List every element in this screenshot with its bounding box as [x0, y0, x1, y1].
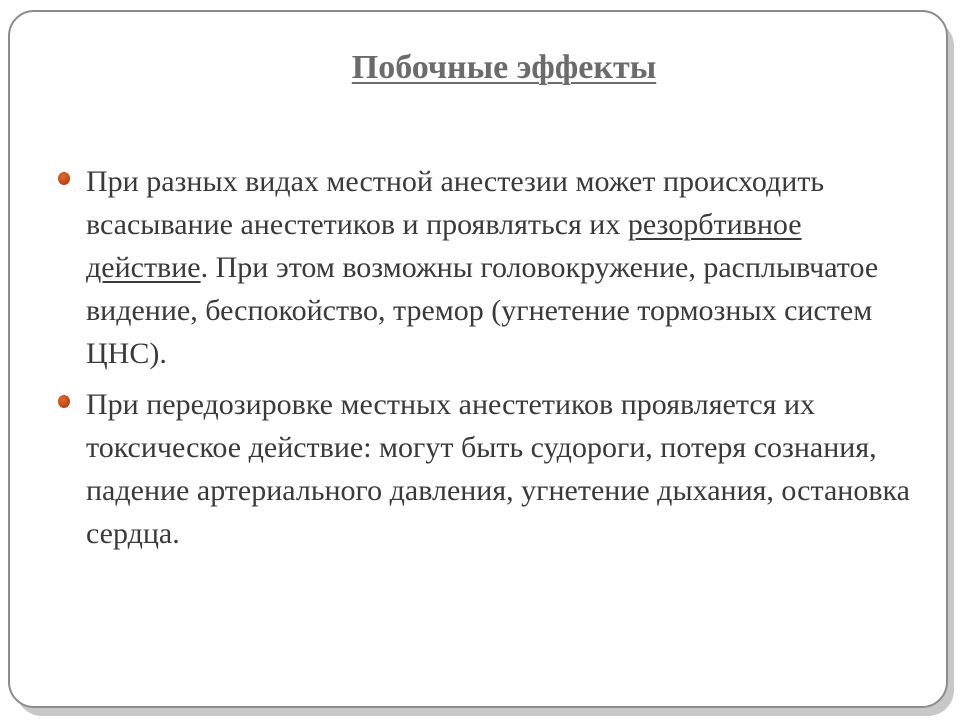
bullet-item-local-anesthesia-effects [86, 160, 916, 375]
bullet-text-part2: . При этом возможны головокружение, расплывчатое видение, беспокойство, тремор (угнетение тормозных систем ЦНС). [86, 251, 879, 370]
underlined-term: резорбтивное действие [86, 208, 802, 284]
slide-title: Побочные эффекты [351, 49, 657, 86]
bullet-list [86, 160, 916, 563]
bullet-text-part1: При разных видах местной анестезии может происходить всасывание анестетиков и проявляться их [86, 165, 825, 241]
bullet-text: При передозировке местных анестетиков проявляется их токсическое действие: могут быть судороги, потеря сознания, падение артериального давления, угнетение дыхания, остановка сердца. [86, 388, 910, 550]
bullet-dot-icon [58, 395, 70, 408]
bullet-item-overdose-effects [86, 383, 916, 555]
bullet-dot-icon [58, 172, 70, 185]
